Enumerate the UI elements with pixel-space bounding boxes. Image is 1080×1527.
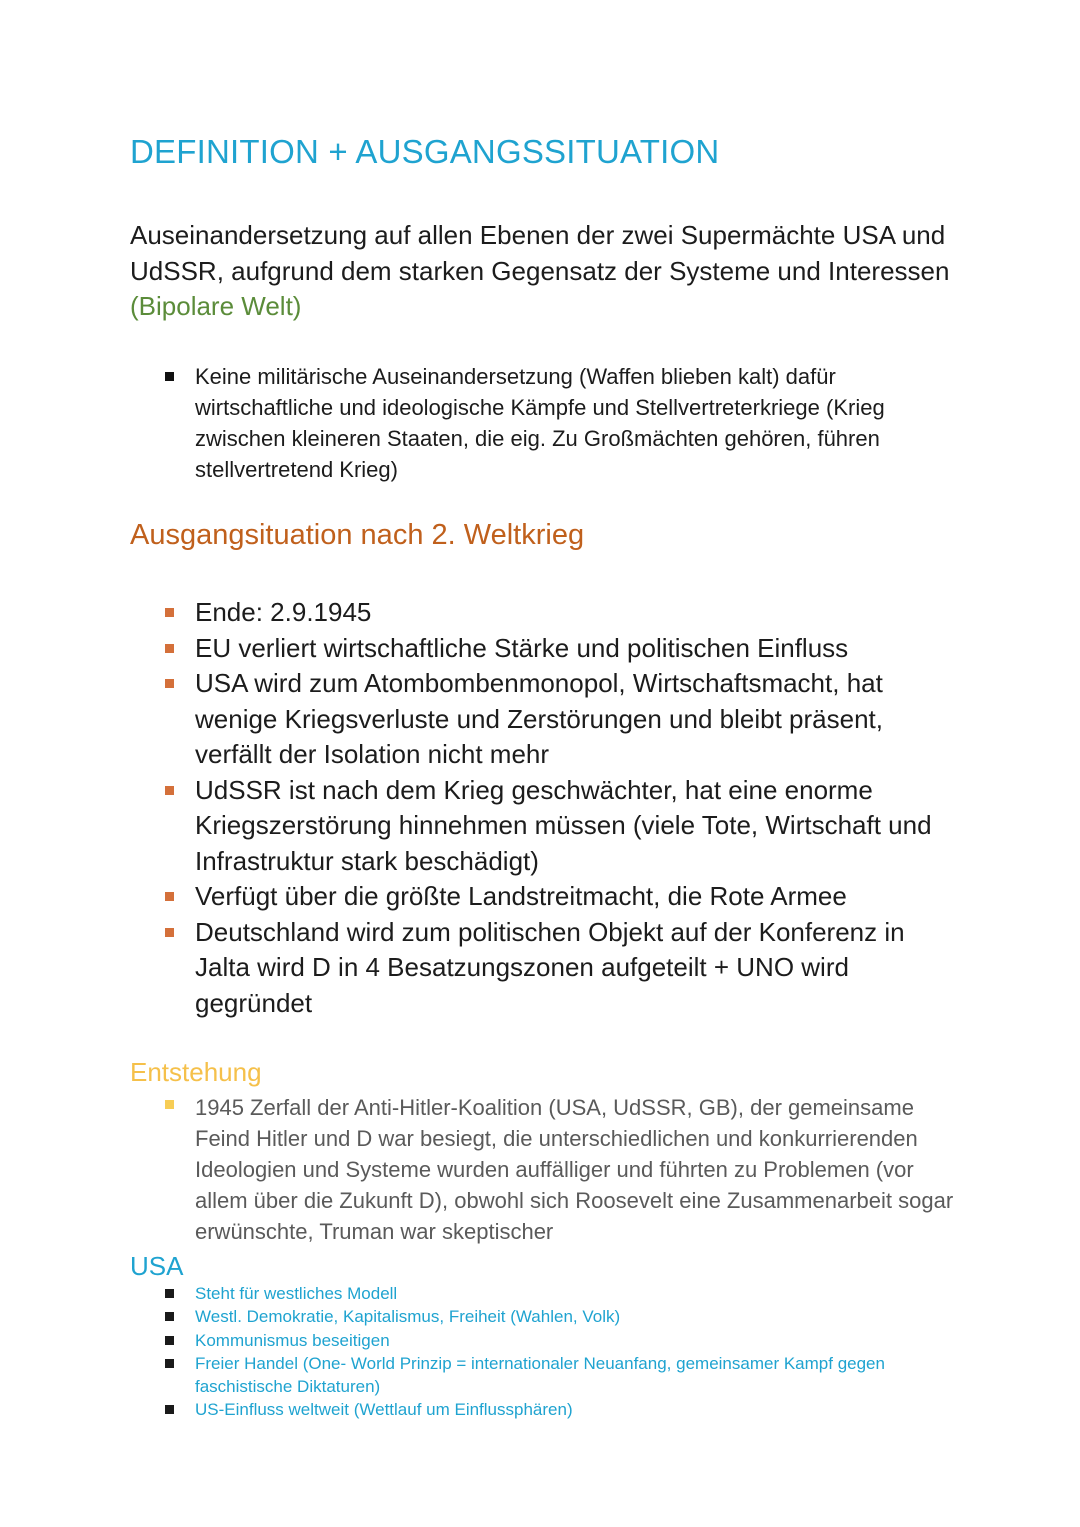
list-item: [160, 361, 950, 485]
list-item-text: Steht für westliches Modell: [195, 1284, 398, 1303]
list-item-text: Westl. Demokratie, Kapitalismus, Freiheit (Wahlen, Volk): [195, 1307, 621, 1327]
usa-list: [160, 1282, 920, 1422]
list-item: [160, 1352, 920, 1399]
list-item: [160, 1282, 920, 1305]
definition-list: [160, 361, 950, 485]
list-item: [160, 1329, 920, 1352]
list-item: [160, 595, 960, 631]
list-item: [160, 879, 960, 915]
list-item-text: Deutschland wird zum politischen Objekt auf der Konferenz in Jalta wird D in 4 Besatzungszonen aufgeteilt + UNO wird gegründet: [195, 916, 905, 1018]
square-bullet-icon: [165, 372, 174, 381]
list-item: [160, 1398, 920, 1421]
square-bullet-icon: [165, 1405, 174, 1414]
list-item-text: Ende: 2.9.1945: [195, 597, 372, 627]
square-bullet-icon: [165, 928, 174, 937]
square-bullet-icon: [165, 679, 174, 688]
list-item: [160, 915, 960, 1022]
entstehung-list: [160, 1092, 960, 1247]
square-bullet-icon: [165, 892, 174, 901]
square-bullet-icon: [165, 608, 174, 617]
square-bullet-icon: [165, 1359, 174, 1368]
list-item: [160, 1092, 960, 1247]
intro-highlight: (Bipolare Welt): [130, 291, 302, 321]
main-heading: DEFINITION + AUSGANGSSITUATION: [130, 133, 720, 170]
list-item-text: US-Einfluss weltweit (Wettlauf um Einflussphären): [195, 1400, 573, 1420]
square-bullet-icon: [165, 1312, 174, 1321]
list-item-text: EU verliert wirtschaftliche Stärke und politischen Einfluss: [195, 632, 849, 663]
square-bullet-icon: [165, 1289, 174, 1298]
ausgang-list: [160, 595, 960, 1021]
section-heading-ausgang: Ausgangsituation nach 2. Weltkrieg: [130, 519, 585, 551]
section-heading-entstehung: Entstehung: [130, 1057, 262, 1087]
list-item-text: Verfügt über die größte Landstreitmacht, die Rote Armee: [195, 881, 847, 911]
square-bullet-icon: [165, 1100, 174, 1109]
list-item-text: Kommunismus beseitigen: [195, 1330, 390, 1350]
list-item-text: UdSSR ist nach dem Krieg geschwächter, hat eine enorme Kriegszerstörung hinnehmen müssen (viele Tote, Wirtschaft und Infrastruktur stark beschädigt): [195, 774, 932, 876]
section-heading-usa: USA: [130, 1251, 184, 1281]
list-item-text: Freier Handel (One- World Prinzip = internationaler Neuanfang, gemeinsamer Kampf gegen faschistische Diktaturen): [195, 1353, 885, 1397]
list-item: [160, 1305, 920, 1328]
list-item: [160, 631, 960, 667]
square-bullet-icon: [165, 1336, 174, 1345]
square-bullet-icon: [165, 786, 174, 795]
list-item: [160, 666, 960, 773]
list-item-text: Keine militärische Auseinandersetzung (Waffen blieben kalt) dafür wirtschaftliche und ideologische Kämpfe und Stellvertreterkriege (Krieg zwischen kleineren Staaten, die eig. Zu Großmächten gehören, führen stellvertretend Krieg): [195, 364, 885, 482]
list-item-text: 1945 Zerfall der Anti-Hitler-Koalition (USA, UdSSR, GB), der gemeinsame Feind Hitler und D war besiegt, die unterschiedlichen und konkurrierenden Ideologien und Systeme wurden auffälliger und führten zu Problemen (vor allem über die Zukunft D), obwohl sich Roosevelt eine Zusammenarbeit sogar erwünschte, Truman war skeptischer: [195, 1095, 954, 1244]
square-bullet-icon: [165, 644, 174, 653]
intro-text: Auseinandersetzung auf allen Ebenen der zwei Supermächte USA und UdSSR, aufgrund dem starken Gegensatz der Systeme und Interessen: [130, 220, 950, 286]
list-item: [160, 773, 960, 880]
intro-paragraph: [130, 218, 980, 325]
list-item-text: USA wird zum Atombombenmonopol, Wirtschaftsmacht, hat wenige Kriegsverluste und Zerstörungen und bleibt präsent, verfällt der Isolation nicht mehr: [195, 668, 883, 769]
